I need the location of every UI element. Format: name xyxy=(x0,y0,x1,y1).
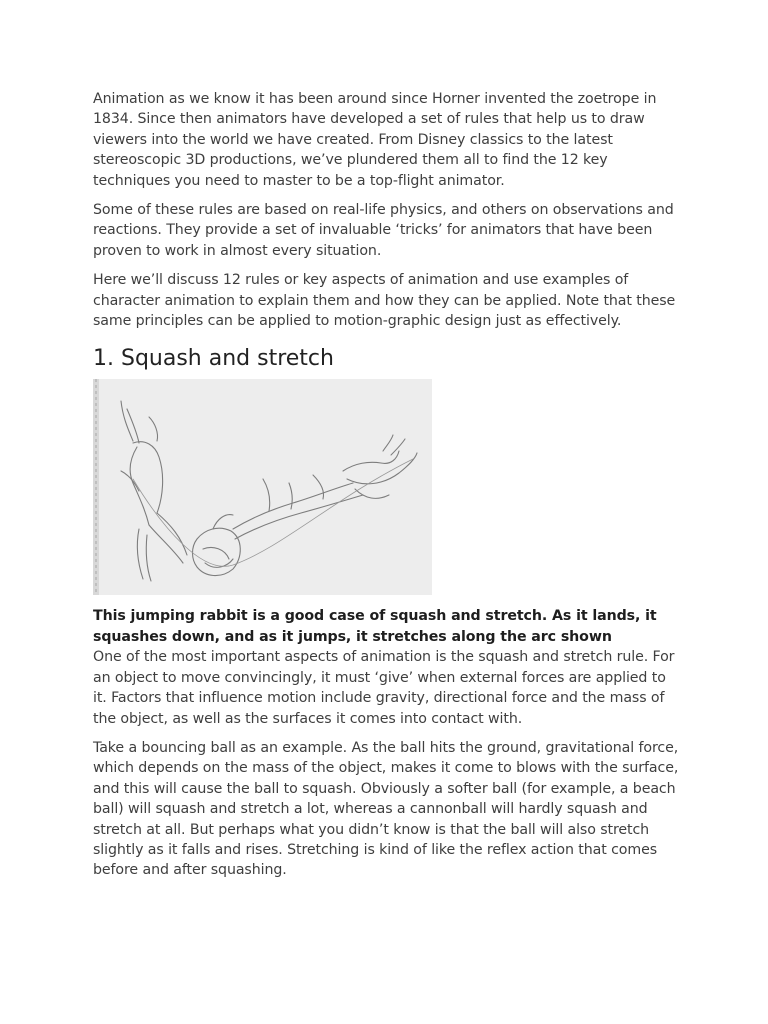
section-heading-squash-stretch: 1. Squash and stretch xyxy=(93,346,334,372)
intro-paragraph-2: Some of these rules are based on real-life physics, and others on observations and reactions. They provide a set of invaluable ‘tricks’ for animators that have been proven to work in almost every situation. xyxy=(93,202,674,259)
figure-caption: This jumping rabbit is a good case of squash and stretch. As it lands, it squashes down, and as it jumps, it stretches along the arc shown xyxy=(93,608,657,645)
intro-paragraph-1: Animation as we know it has been around since Horner invented the zoetrope in 1834. Since then animators have developed a set of rules that help us to draw viewers into the world we have created. From Disney classics to the latest stereoscopic 3D productions, we’ve plundered them all to find the 12 key techniques you need to master to be a top-flight animator. xyxy=(93,91,657,189)
rabbit-sketch-image xyxy=(93,379,432,595)
section1-paragraph-2: Take a bouncing ball as an example. As the ball hits the ground, gravitational force, which depends on the mass of the object, makes it come to blows with the surface, and this will cause the ball to squash. Obviously a softer ball (for example, a beach ball) will squash and stretch a lot, whereas a cannonball will hardly squash and stretch at all. But perhaps what you didn’t know is that the ball will also stretch slightly as it falls and rises. Stretching is kind of like the reflex action that comes before and after squashing. xyxy=(93,739,679,879)
intro-paragraph-3: Here we’ll discuss 12 rules or key aspects of animation and use examples of character animation to explain them and how they can be applied. Note that these same principles can be applied to motion-graphic design just as effectively. xyxy=(93,272,676,330)
section1-paragraph-1: One of the most important aspects of animation is the squash and stretch rule. For an object to move convincingly, it must ‘give’ when external forces are applied to it. Factors that influence motion include gravity, directional force and the mass of the object, as well as the surfaces it comes into contact with. xyxy=(93,649,675,727)
rabbit-sketch-illustration xyxy=(93,379,432,595)
article-body xyxy=(93,89,683,890)
